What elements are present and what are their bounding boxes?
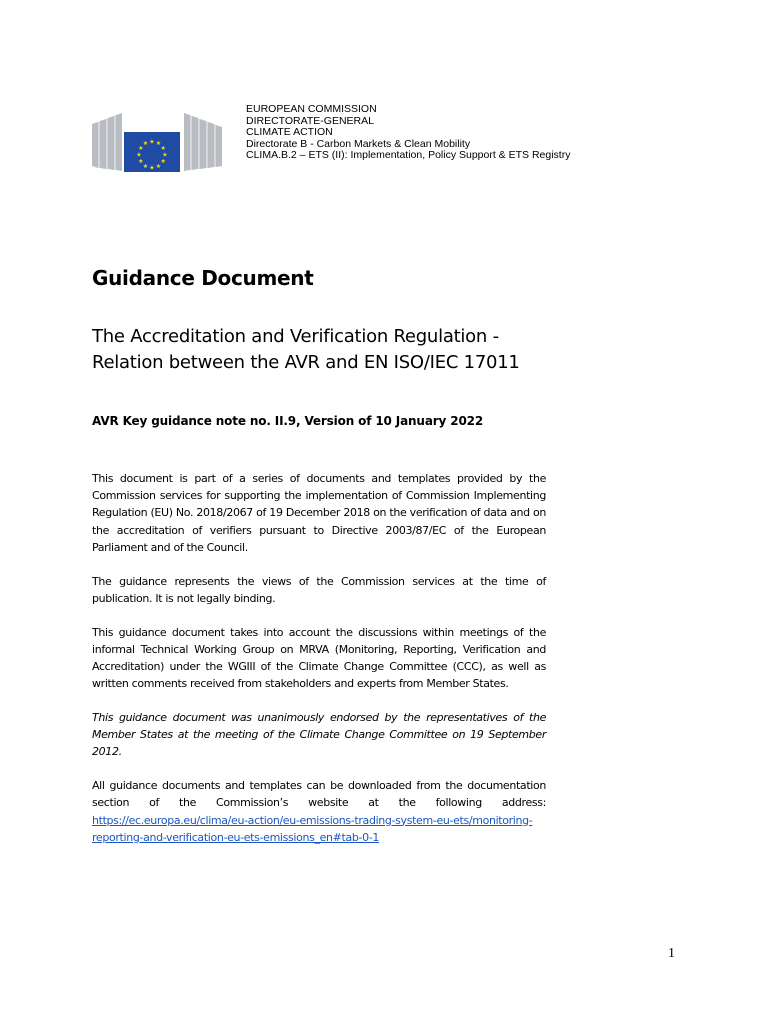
berlaymont-building-icon [88,100,236,174]
document-body [92,470,546,863]
svg-text:★: ★ [155,162,162,170]
svg-text:★: ★ [160,158,166,165]
header-line-organisation: EUROPEAN COMMISSION [246,103,377,115]
page-number: 1 [668,946,675,961]
header-line-directorate-general: DIRECTORATE-GENERAL [246,114,374,127]
svg-text:★: ★ [138,145,144,152]
download-info-text: All guidance documents and templates can be downloaded from the documentation section of the Commission’s website at the following address: [92,779,546,810]
paragraph-endorsement: This guidance document was unanimously endorsed by the representatives of the Member States at the meeting of the Climate Change Committee on 19 September 2012. [92,711,546,759]
paragraph-series-description: This document is part of a series of documents and templates provided by the Commission services for supporting the implementation of Commission Implementing Regulation (EU) No. 2018/2067 of 19 December 2018 on the verification of data and on the accreditation of verifiers pursuant to Directive 2003/87/EC of the European Parliament and of the Council. [92,472,546,554]
svg-text:★: ★ [160,145,166,152]
subtitle-line-1: The Accreditation and Verification Regulation - [92,326,499,347]
issuer-header [246,104,570,162]
document-subtitle [92,324,520,376]
svg-text:★: ★ [136,151,142,159]
document-title: Guidance Document [92,266,314,290]
subtitle-line-2: Relation between the AVR and EN ISO/IEC 17011 [92,352,520,373]
key-guidance-note: AVR Key guidance note no. II.9, Version of 10 January 2022 [92,414,484,428]
svg-text:★: ★ [142,162,149,170]
svg-text:★: ★ [142,140,149,148]
header-line-unit: CLIMA.B.2 – ETS (II): Implementation, Policy Support & ETS Registry [246,149,571,162]
svg-text:★: ★ [155,140,162,148]
header-line-directorate: Directorate B - Carbon Markets & Clean Mobility [246,137,471,150]
svg-text:★: ★ [149,164,155,172]
svg-text:★: ★ [162,151,168,159]
european-commission-logo [88,100,236,174]
paragraph-download-info [92,777,546,846]
svg-text:★: ★ [138,158,144,165]
documentation-link[interactable]: https://ec.europa.eu/clima/eu-action/eu-emissions-trading-system-eu-ets/monitoring-reporting-and-verification-eu-ets-emissions_en#tab-0-1 [92,813,533,844]
paragraph-legal-status: The guidance represents the views of the Commission services at the time of publication. It is not legally binding. [92,574,546,605]
paragraph-working-group: This guidance document takes into account the discussions within meetings of the informal Technical Working Group on MRVA (Monitoring, Reporting, Verification and Accreditation) under the WGIII of the Climate Change Committee (CCC), as well as written comments received from stakeholders and experts from Member States. [92,625,546,691]
header-line-climate-action: CLIMATE ACTION [246,126,333,139]
svg-text:★: ★ [149,138,155,146]
